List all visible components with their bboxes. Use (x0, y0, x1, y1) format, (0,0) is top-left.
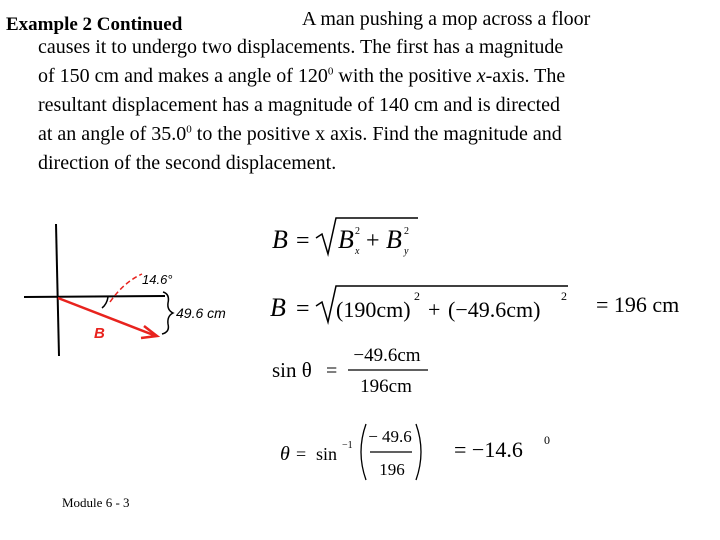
equation-sine (268, 340, 448, 402)
angle-arc (102, 297, 108, 308)
eq3-lhs: sin θ (272, 358, 312, 382)
eq4-lhs: θ (280, 443, 290, 465)
problem-line-3 (38, 65, 565, 88)
eq2-term1: (190cm) (336, 297, 411, 322)
module-footer: Module 6 - 3 (62, 495, 130, 510)
angle-label: 14.6° (142, 272, 173, 287)
eq4-equals: = (296, 444, 307, 464)
eq3-equals: = (326, 360, 338, 382)
x-axis (24, 296, 165, 297)
vector-b-line (58, 298, 156, 336)
eq1-lhs: B (272, 225, 288, 254)
eq2-lhs: B (270, 293, 286, 322)
y-axis (56, 224, 59, 356)
equation-magnitude-value (268, 280, 708, 330)
vector-sketch (20, 218, 250, 368)
eq4-result: = −14.6 (454, 437, 523, 462)
problem-line-5 (38, 123, 562, 146)
eq3-numerator: −49.6cm (353, 345, 421, 366)
degree-mark: 0 (327, 65, 334, 78)
eq1-sub2: y (404, 246, 409, 257)
eq1-sup2: 2 (404, 226, 409, 237)
eq2-result: = 196 cm (596, 292, 680, 317)
eq1-sub1: x (355, 246, 360, 257)
problem-text: with the positive (333, 65, 477, 87)
eq1-plus: + (366, 228, 380, 254)
eq1-sup1: 2 (355, 226, 360, 237)
eq4-inverse: −1 (342, 440, 353, 451)
problem-line-2: causes it to undergo two displacements. The first has a magnitude (38, 36, 564, 58)
eq2-equals: = (296, 296, 310, 322)
problem-text: at an angle of 35.0 (38, 123, 187, 145)
problem-text: of 150 cm and makes a angle of 120 (38, 65, 328, 87)
eq1-term1: B (338, 225, 354, 254)
eq2-sup2: 2 (561, 289, 567, 303)
axis-variable: x (476, 65, 486, 87)
degree-mark: 0 (186, 123, 192, 136)
vector-b-label: B (94, 325, 105, 342)
length-brace (162, 292, 173, 334)
problem-text: -axis. The (485, 65, 566, 87)
example-heading: Example 2 Continued (6, 14, 183, 35)
problem-line-4: resultant displacement has a magnitude of 140 cm and is directed (38, 94, 561, 116)
eq2-plus: + (428, 297, 441, 322)
eq1-equals: = (296, 228, 310, 254)
eq1-term2: B (386, 225, 402, 254)
problem-line-1: A man pushing a mop across a floor (302, 8, 591, 30)
eq4-func: sin (316, 444, 338, 464)
eq4-right-paren (416, 424, 421, 480)
equation-angle (276, 420, 576, 485)
length-label: 49.6 cm (176, 305, 226, 321)
problem-text: to the positive x axis. Find the magnitude and (191, 123, 562, 145)
eq2-term2: (−49.6cm) (448, 297, 541, 322)
angle-leader (110, 274, 142, 302)
eq4-left-paren (361, 424, 366, 480)
eq4-numerator: − 49.6 (368, 427, 412, 446)
problem-line-6: direction of the second displacement. (38, 152, 337, 174)
equation-magnitude-formula (268, 212, 458, 262)
eq2-sup1: 2 (414, 289, 420, 303)
eq3-denominator: 196cm (360, 376, 412, 397)
eq4-degree: 0 (544, 433, 550, 447)
eq4-denominator: 196 (379, 460, 405, 479)
